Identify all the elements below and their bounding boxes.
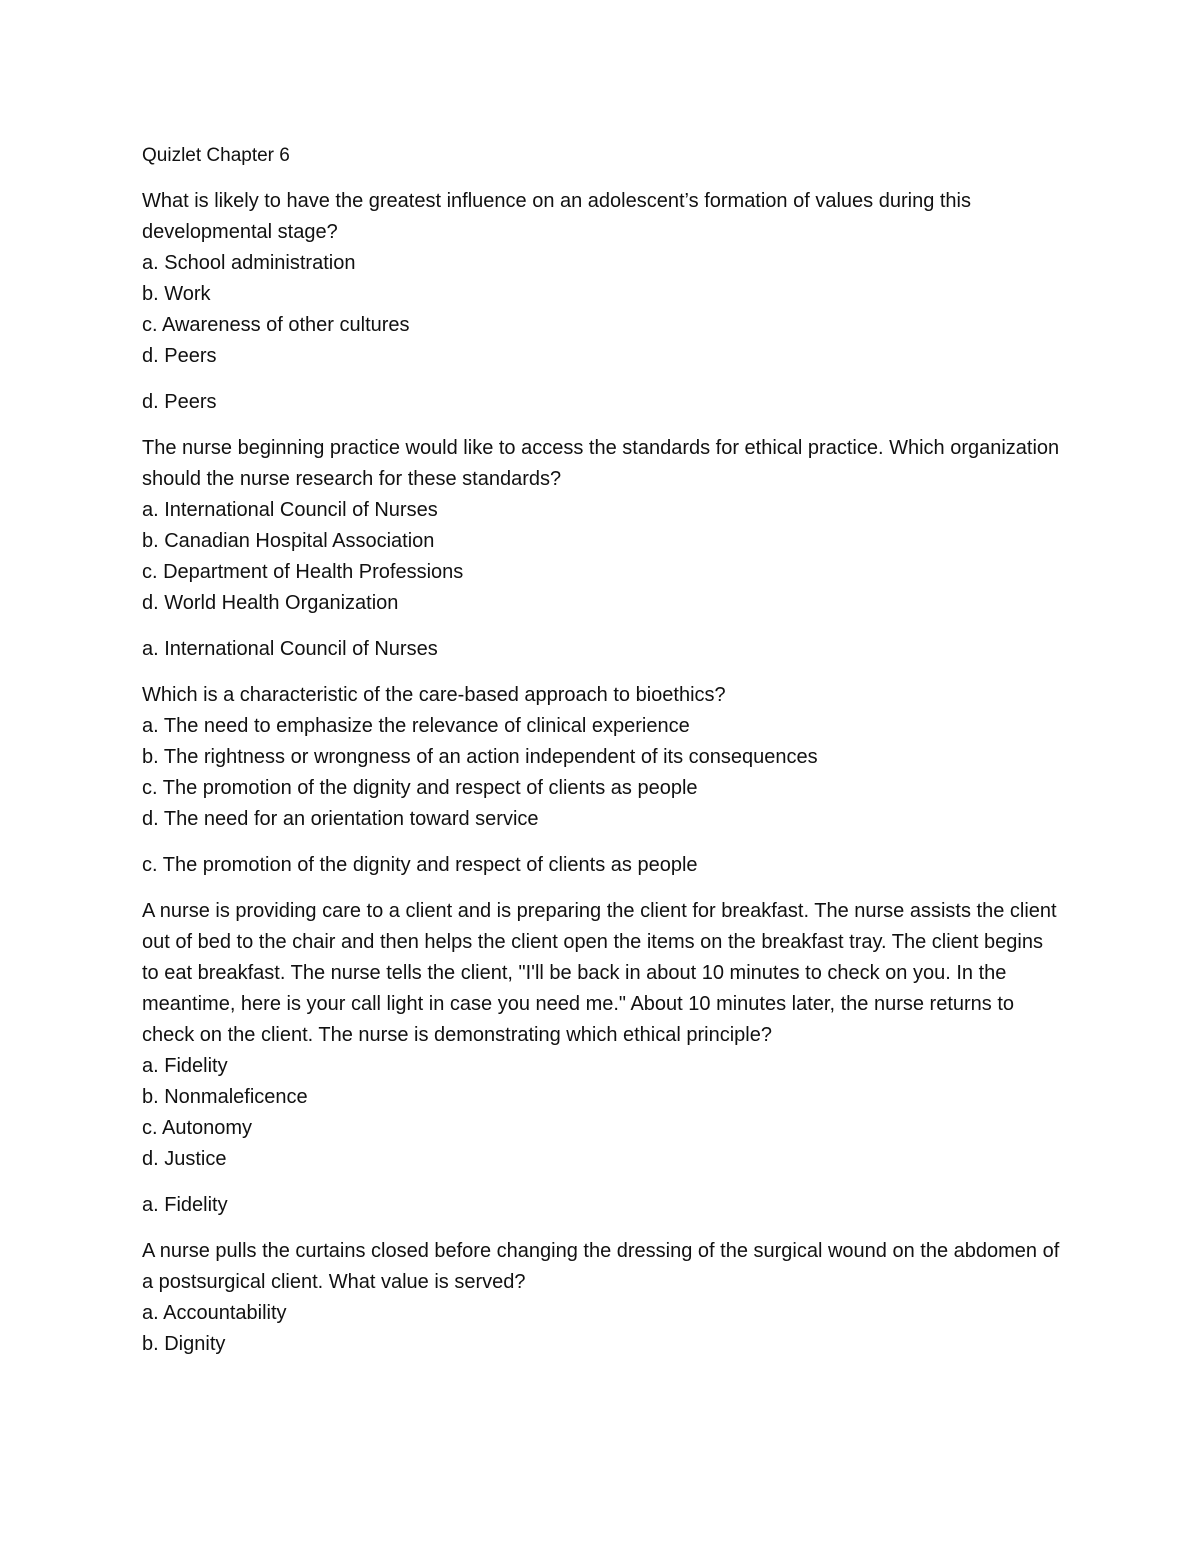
option-a: a. The need to emphasize the relevance of clinical experience (142, 715, 690, 737)
option-b: b. Canadian Hospital Association (142, 530, 435, 552)
option-d: d. Peers (142, 345, 217, 367)
option-b: b. Dignity (142, 1333, 226, 1355)
option-c: c. Awareness of other cultures (142, 314, 410, 336)
option-c: c. The promotion of the dignity and respect of clients as people (142, 777, 698, 799)
question-text: A nurse is providing care to a client and is preparing the client for breakfast. The nurse assists the client out of bed to the chair and then helps the client open the items on the breakfast tray. The client begins to eat breakfast. The nurse tells the client, "I'll be back in about 10 minutes to check on you. In the meantime, here is your call light in case you need me." About 10 minutes later, the nurse returns to check on the client. The nurse is demonstrating which ethical principle? (142, 900, 1057, 1046)
option-a: a. International Council of Nurses (142, 499, 438, 521)
question-block-1 (142, 186, 1062, 418)
option-c: c. Autonomy (142, 1117, 253, 1139)
question-text: Which is a characteristic of the care-based approach to bioethics? (142, 684, 726, 706)
question-text: A nurse pulls the curtains closed before changing the dressing of the surgical wound on the abdomen of a postsurgical client. What value is served? (142, 1240, 1060, 1293)
question-block-2 (142, 433, 1062, 665)
question-block-4 (142, 896, 1062, 1221)
document-title: Quizlet Chapter 6 (142, 145, 290, 166)
option-a: a. School administration (142, 252, 356, 274)
option-a: a. Fidelity (142, 1055, 228, 1077)
option-c: c. Department of Health Professions (142, 561, 464, 583)
correct-answer: a. International Council of Nurses (142, 638, 438, 660)
option-b: b. The rightness or wrongness of an action independent of its consequences (142, 746, 818, 768)
correct-answer: c. The promotion of the dignity and respect of clients as people (142, 854, 698, 876)
option-b: b. Nonmaleficence (142, 1086, 308, 1108)
answer-options (142, 248, 1062, 372)
option-d: d. World Health Organization (142, 592, 399, 614)
option-d: d. The need for an orientation toward service (142, 808, 539, 830)
answer-options (142, 711, 1062, 835)
question-block-5 (142, 1236, 1062, 1360)
correct-answer: a. Fidelity (142, 1194, 228, 1216)
document-page (142, 140, 1062, 1360)
option-a: a. Accountability (142, 1302, 287, 1324)
answer-options (142, 495, 1062, 619)
question-block-3 (142, 680, 1062, 881)
correct-answer: d. Peers (142, 391, 217, 413)
answer-options (142, 1298, 1062, 1360)
option-d: d. Justice (142, 1148, 227, 1170)
answer-options (142, 1051, 1062, 1175)
option-b: b. Work (142, 283, 211, 305)
question-text: The nurse beginning practice would like to access the standards for ethical practice. Which organization should the nurse research for these standards? (142, 437, 1060, 490)
question-text: What is likely to have the greatest influence on an adolescent’s formation of values during this developmental stage? (142, 190, 971, 243)
